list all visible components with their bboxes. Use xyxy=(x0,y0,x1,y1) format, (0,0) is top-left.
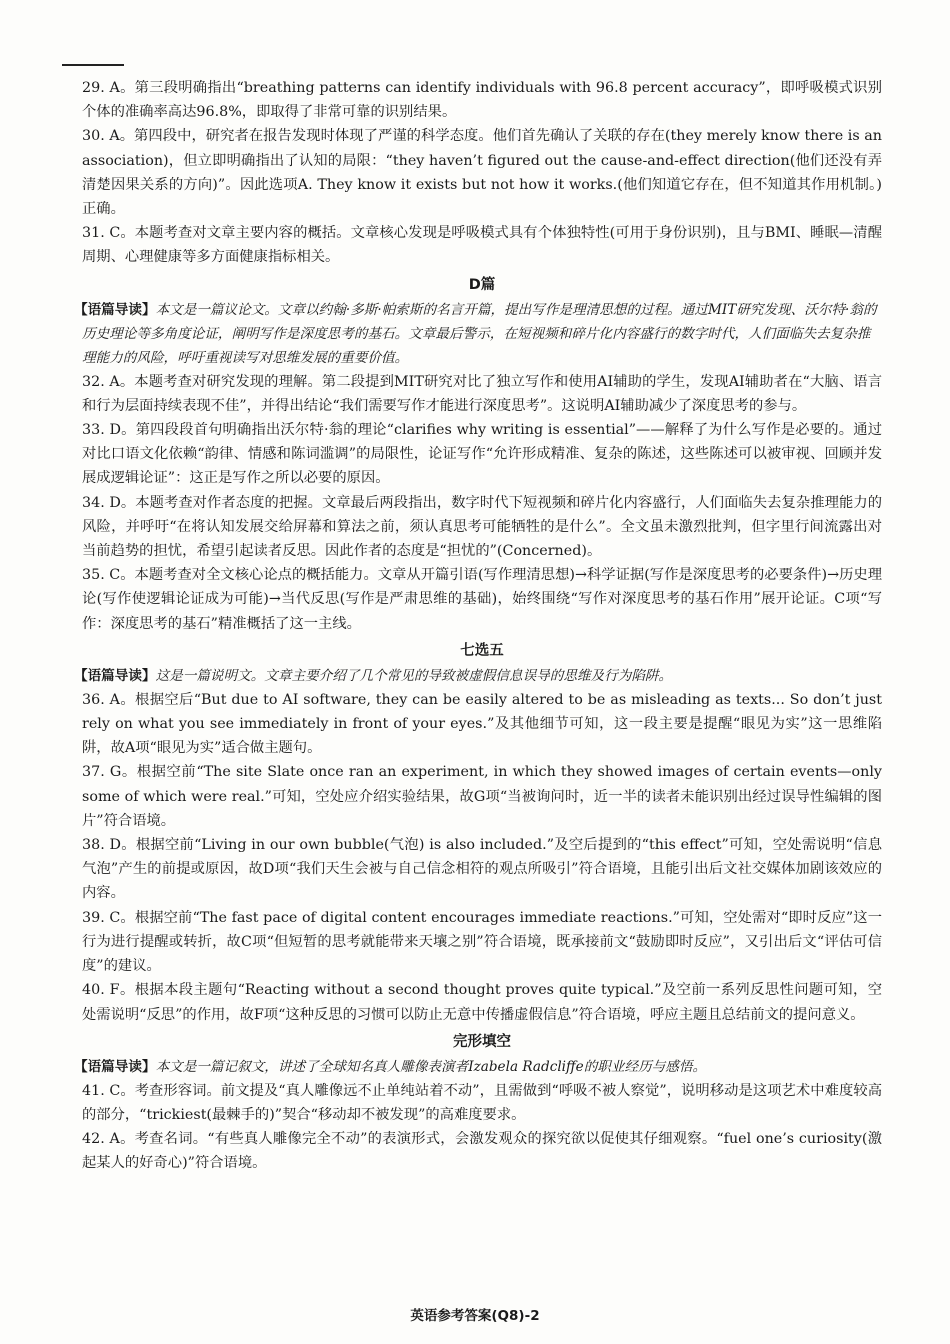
answer-page xyxy=(74,76,882,1176)
answer-30: 30. A。第四段中，研究者在报告发现时体现了严谨的科学态度。他们首先确认了关联的存在(they merely know there is an association)，但立即明确指出了认知的局限：“they haven’t figured out the cause-and-effect direction(他们还没有弄清楚因果关系的方向)”。因此选项A. They know it exists but not how it works.(他们知道它存在，但不知道其作用机制。)正确。 xyxy=(82,128,882,218)
answer-35: 35. C。本题考查对全文核心论点的概括能力。文章从开篇引语(写作理清思想)→科学证据(写作是深度思考的必要条件)→历史理论(写作使逻辑论证成为可能)→当代反思(写作是严肃思维的基础)，始终围绕“写作对深度思考的基石作用”展开论证。C项“写作：深度思考的基石”精准概括了这一主线。 xyxy=(82,567,882,632)
guide-text: 本文是一篇记叙文，讲述了全球知名真人雕像表演者Izabela Radcliffe的职业经历与感悟。 xyxy=(155,1058,707,1075)
answer-29: 29. A。第三段明确指出“breathing patterns can identify individuals with 96.8 percent accuracy”，即呼吸模式识别个体的准确率高达96.8%，即取得了非常可靠的识别结果。 xyxy=(82,80,882,121)
reading-guide-seven xyxy=(74,664,882,688)
answer-40: 40. F。根据本段主题句“Reacting without a second thought proves quite typical.”及空前一系列反思性问题可知，空处需说明“反思”的作用，故F项“这种反思的习惯可以防止无意中传播虚假信息”符合语境，呼应主题且总结前文的提问意义。 xyxy=(82,982,882,1023)
guide-label: 【语篇导读】 xyxy=(74,1058,156,1075)
answer-38: 38. D。根据空前“Living in our own bubble(气泡) is also included.”及空后提到的“this effect”可知，空处需说明“信息气泡”产生的前提或原因，故D项“我们天生会被与自己信念相符的观点所吸引”符合语境，且能引出后文社交媒体加剧该效应的内容。 xyxy=(82,837,882,902)
answer-31: 31. C。本题考查对文章主要内容的概括。文章核心发现是呼吸模式具有个体独特性(可用于身份识别)，且与BMI、睡眠—清醒周期、心理健康等多方面健康指标相关。 xyxy=(82,225,882,266)
answer-33: 33. D。第四段段首句明确指出沃尔特·翁的理论“clarifies why writing is essential”——解释了为什么写作是必要的。通过对比口语文化依赖“韵律、情感和陈词滥调”的局限性，论证写作“允许形成精准、复杂的陈述，这些陈述可以被审视、回顾并发展成逻辑论证”：这正是写作之所以必要的原因。 xyxy=(82,422,882,487)
answer-32: 32. A。本题考查对研究发现的理解。第二段提到MIT研究对比了独立写作和使用AI辅助的学生，发现AI辅助者在“大脑、语言和行为层面持续表现不佳”，并得出结论“我们需要写作才能进行深度思考”。这说明AI辅助减少了深度思考的参与。 xyxy=(82,373,882,414)
reading-guide-cloze xyxy=(74,1055,882,1079)
section-title-d: D篇 xyxy=(468,276,496,293)
reading-guide-d xyxy=(74,298,882,370)
top-rule xyxy=(62,64,124,66)
answer-39: 39. C。根据空前“The fast pace of digital content encourages immediate reactions.”可知，空处需对“即时反应”这一行为进行提醒或转折，故C项“但短暂的思考就能带来天壤之别”符合语境，既承接前文“鼓励即时反应”，又引出后文“评估可信度”的建议。 xyxy=(82,909,882,975)
section-title-seven: 七选五 xyxy=(460,642,504,659)
guide-text: 这是一篇说明文。文章主要介绍了几个常见的导致被虚假信息误导的思维及行为陷阱。 xyxy=(155,667,673,684)
answer-34: 34. D。本题考查对作者态度的把握。文章最后两段指出，数字时代下短视频和碎片化内容盛行，人们面临失去复杂推理能力的风险，并呼吁“在将认知发展交给屏幕和算法之前，须认真思考可能牺牲的是什么”。全文虽未激烈批判，但字里行间流露出对当前趋势的担忧，希望引起读者反思。因此作者的态度是“担忧的”(Concerned)。 xyxy=(82,494,882,560)
page-footer: 英语参考答案(Q8)-2 xyxy=(410,1308,540,1324)
guide-label: 【语篇导读】 xyxy=(74,301,156,318)
guide-text: 本文是一篇议论文。文章以约翰·多斯·帕索斯的名言开篇，提出写作是理清思想的过程。通过MIT研究发现、沃尔特·翁的历史理论等多角度论证，阐明写作是深度思考的基石。文章最后警示，在短视频和碎片化内容盛行的数字时代，人们面临失去复杂推理能力的风险，呼吁重视读写对思维发展的重要价值。 xyxy=(82,301,877,366)
guide-label: 【语篇导读】 xyxy=(74,667,156,684)
section-title-cloze: 完形填空 xyxy=(453,1033,511,1050)
answer-36: 36. A。根据空后“But due to AI software, they can be easily altered to be as misleading as texts... So don’t just rely on what you see immediately in front of your eyes.”及其他细节可知，这一段主要是提醒“眼见为实”这一思维陷阱，故A项“眼见为实”适合做主题句。 xyxy=(82,691,882,757)
answer-37: 37. G。根据空前“The site Slate once ran an experiment, in which they showed images of certain events—only some of which were real.”可知，空处应介绍实验结果，故G项“当被询问时，近一半的读者未能识别出经过误导性编辑的图片”符合语境。 xyxy=(82,764,882,829)
answer-41: 41. C。考查形容词。前文提及“真人雕像远不止单纯站着不动”，且需做到“呼吸不被人察觉”，说明移动是这项艺术中难度较高的部分，“trickiest(最棘手的)”契合“移动却不被发现”的高难度要求。 xyxy=(82,1082,882,1123)
answer-42: 42. A。考查名词。“有些真人雕像完全不动”的表演形式，会激发观众的探究欲以促使其仔细观察。“fuel one’s curiosity(激起某人的好奇心)”符合语境。 xyxy=(82,1131,882,1172)
